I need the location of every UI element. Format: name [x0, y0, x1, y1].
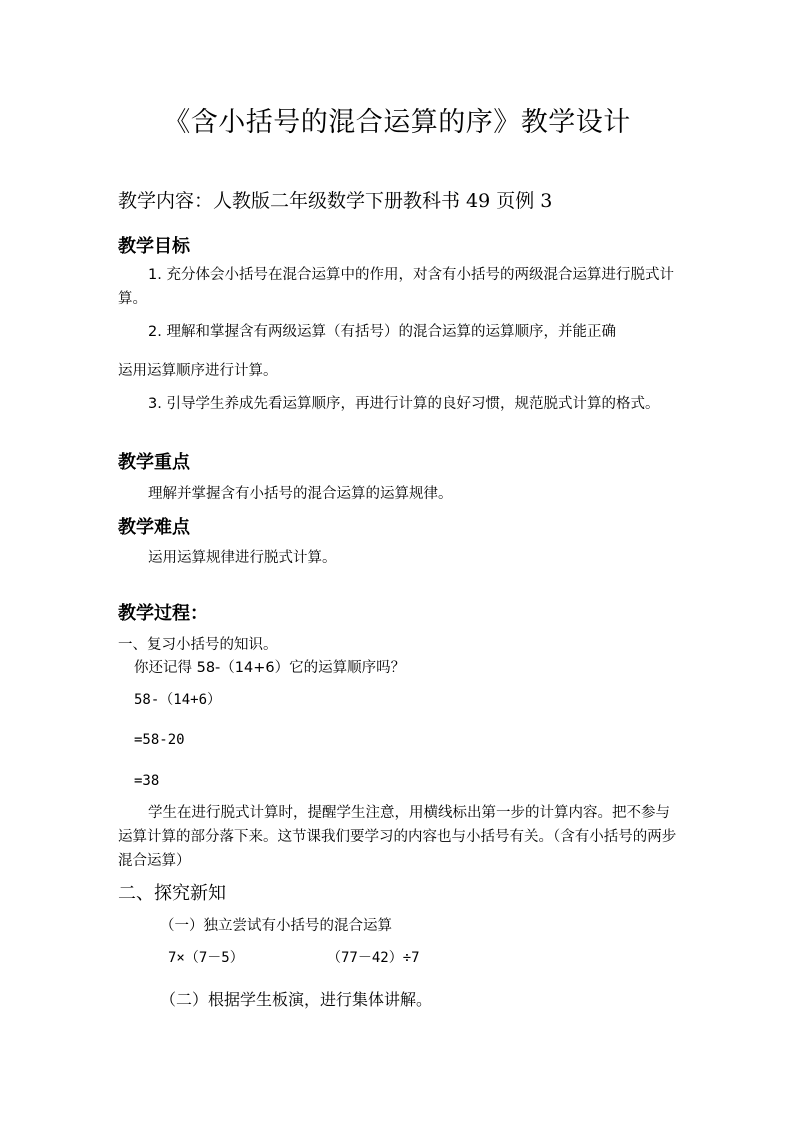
- teaching-goals-heading: 教学目标: [118, 236, 190, 257]
- document-title: 《含小括号的混合运算的序》教学设计: [163, 107, 631, 138]
- teaching-process-heading: 教学过程：: [118, 603, 208, 624]
- part-1-heading: 一、复习小括号的知识。: [118, 637, 278, 653]
- practice-expression-2: （77－42）÷7: [327, 950, 420, 966]
- goal-item-1: 1. 充分体会小括号在混合运算中的作用，对含有小括号的两级混合运算进行脱式计算。: [118, 267, 674, 307]
- calc-step-3: =38: [134, 773, 160, 789]
- calc-step-1: 58-（14+6）: [134, 692, 222, 708]
- sub-section-2: （二）根据学生板演，进行集体讲解。: [160, 990, 433, 1009]
- practice-expression-1: 7×（7－5）: [168, 950, 244, 966]
- calc-step-2: =58-20: [134, 732, 185, 748]
- process-paragraph: 学生在进行脱式计算时，提醒学生注意，用横线标出第一步的计算内容。把不参与运算计算的部分落下来。这节课我们要学习的内容也与小括号有关。（含有小括号的两步混合运算）: [118, 805, 677, 869]
- sub-section-1: （一）独立尝试有小括号的混合运算: [160, 918, 392, 934]
- key-point-text: 理解并掌握含有小括号的混合运算的运算规律。: [148, 486, 453, 502]
- goal-item-3: 3. 引导学生养成先看运算顺序，再进行计算的良好习惯，规范脱式计算的格式。: [148, 396, 660, 412]
- difficulty-heading: 教学难点: [118, 517, 190, 538]
- part-2-heading: 二、探究新知: [118, 883, 226, 904]
- difficulty-text: 运用运算规律进行脱式计算。: [148, 550, 337, 566]
- key-point-heading: 教学重点: [118, 452, 190, 473]
- teaching-content-heading: 教学内容：人教版二年级数学下册教科书 49 页例 3: [118, 190, 553, 212]
- review-question: 你还记得 58-（14+6）它的运算顺序吗？: [134, 660, 406, 676]
- goal-item-2-line-1: 2. 理解和掌握含有两级运算（有括号）的混合运算的运算顺序，并能正确: [148, 324, 616, 340]
- goal-item-2-line-2: 运用运算顺序进行计算。: [118, 363, 278, 379]
